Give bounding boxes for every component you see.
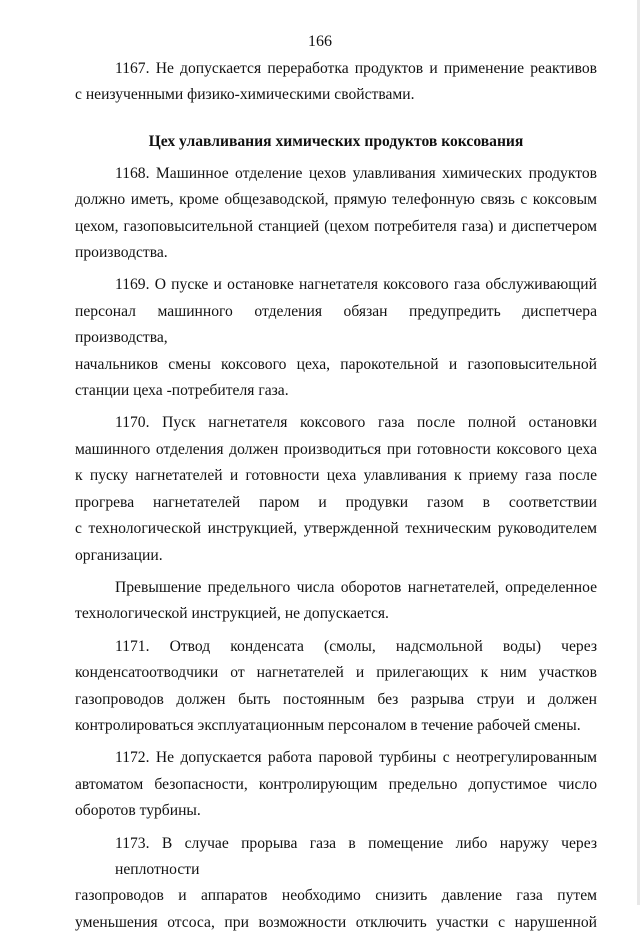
text-line: 1168. Машинное отделение цехов улавливания химических продуктов	[115, 164, 597, 182]
text-line: контролироваться эксплуатационным персоналом в течение рабочей смены.	[75, 716, 581, 734]
paragraph	[75, 575, 597, 628]
text-line: персонал машинного отделения обязан предупредить диспетчера производства,	[75, 302, 597, 347]
section-heading: Цех улавливания химических продуктов коксования	[148, 132, 524, 150]
paragraph	[75, 410, 597, 568]
text-line: конденсатоотводчики от нагнетателей и прилегающих к ним участков	[75, 664, 597, 682]
text-line: оборотов турбины.	[75, 802, 201, 820]
text-line: 1172. Не допускается работа паровой турбины с неотрегулированным	[115, 749, 597, 767]
paragraph	[75, 56, 597, 109]
text-line: цехом, газоповысительной станцией (цехом потребителя газа) и диспетчером	[75, 217, 597, 235]
text-line: Превышение предельного числа оборотов нагнетателей, определенное	[115, 578, 597, 596]
text-line: 1171. Отвод конденсата (смолы, надсмольной воды) через	[115, 637, 597, 655]
text-line: автоматом безопасности, контролирующим предельно допустимое число	[75, 775, 597, 793]
text-line: прогрева нагнетателей паром и продувки газом в соответствии	[75, 493, 597, 511]
paragraph	[75, 161, 597, 267]
page-number: 166	[308, 33, 332, 50]
text-line: станции цеха -потребителя газа.	[75, 382, 289, 400]
text-line: 1167. Не допускается переработка продуктов и применение реактивов	[115, 60, 597, 77]
text-line: газопроводов и аппаратов необходимо снизить давление газа путем	[75, 887, 597, 905]
text-line: производства.	[75, 244, 168, 262]
paragraph	[75, 831, 597, 936]
text-line: 1173. В случае прорыва газа в помещение либо наружу через неплотности	[115, 834, 597, 878]
text-line: с технологической инструкцией, утвержденной техническим руководителем	[75, 520, 597, 538]
text-line: 1169. О пуске и остановке нагнетателя коксового газа обслуживающий	[115, 276, 597, 294]
paragraph	[75, 272, 597, 404]
text-line: с неизученными физико-химическими свойствами.	[75, 86, 415, 104]
text-line: организации.	[75, 546, 163, 564]
text-line: должно иметь, кроме общезаводской, прямую телефонную связь с коксовым	[75, 191, 597, 209]
text-line: начальников смены коксового цеха, парокотельной и газоповысительной	[75, 355, 597, 373]
text-line: газопроводов должен быть постоянным без разрыва струи и должен	[75, 690, 597, 708]
text-line: к пуску нагнетателей и готовности цеха улавливания к приему газа после	[75, 467, 597, 485]
text-line: машинного отделения должен производиться при готовности коксового цеха	[75, 440, 597, 458]
paragraph	[75, 634, 597, 740]
document-body	[75, 56, 597, 936]
paragraph	[75, 745, 597, 824]
text-line: уменьшения отсоса, при возможности отключить участки с нарушенной	[75, 913, 597, 931]
text-line: технологической инструкцией, не допускается.	[75, 605, 389, 623]
text-line: 1170. Пуск нагнетателя коксового газа после полной остановки	[115, 414, 597, 432]
